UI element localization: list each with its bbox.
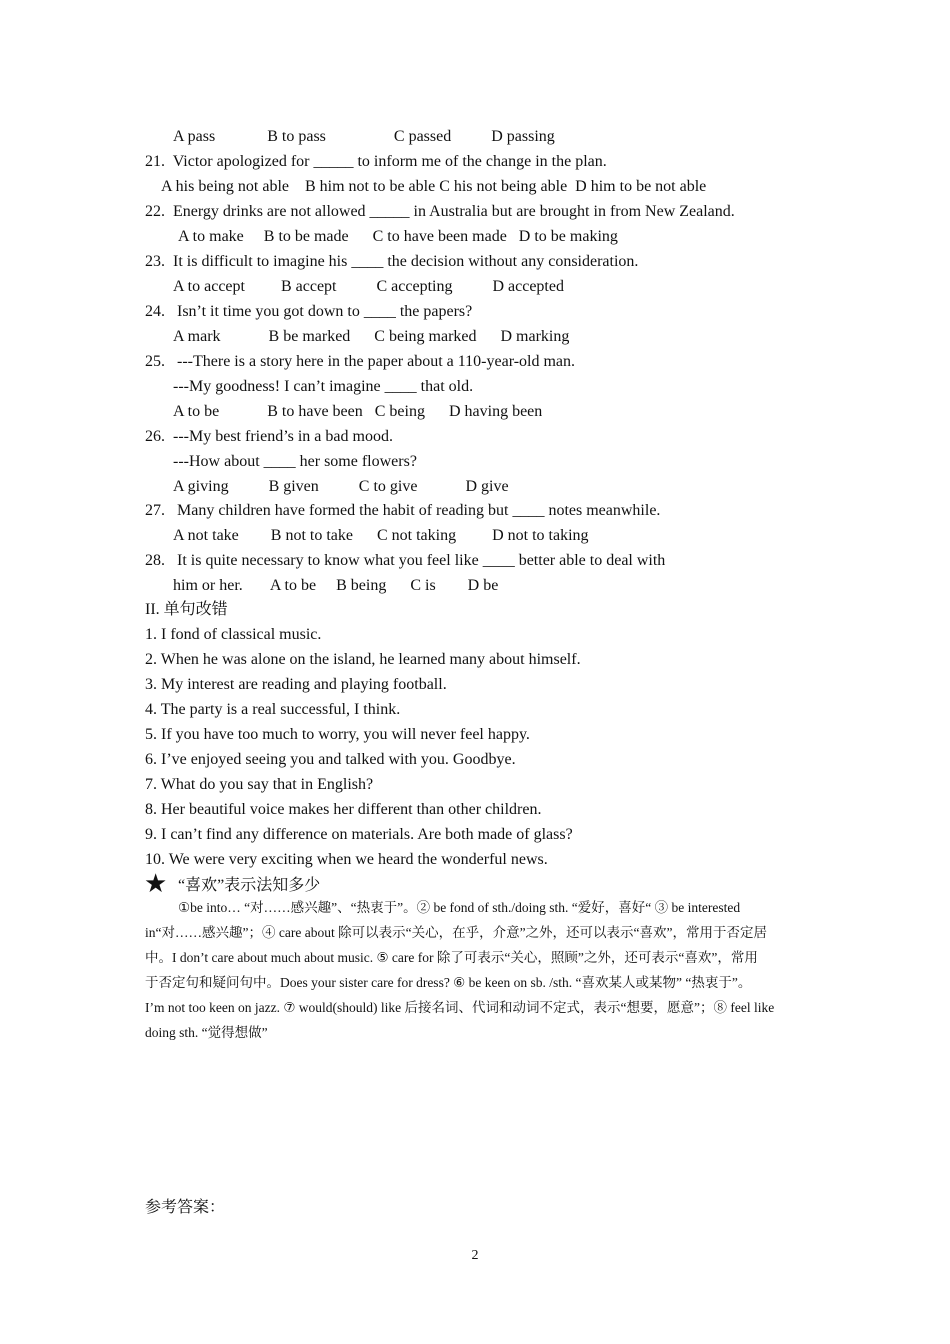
paragraph-line: ①be into… “对……感兴趣”、“热衷于”。② be fond of sth./doing sth. “爱好，喜好“ ③ be interested: [178, 900, 741, 915]
q25-options: A to be B to have been C being D having been: [173, 403, 543, 420]
q26-dialog: ---How about ____ her some flowers?: [173, 453, 417, 470]
q23-options: A to accept B accept C accepting D accepted: [173, 278, 564, 295]
correction-item: 6. I’ve enjoyed seeing you and talked with you. Goodbye.: [145, 751, 516, 768]
section-heading: II. 单句改错: [145, 601, 228, 618]
section-title: “喜欢”表示法知多少: [178, 877, 321, 894]
paragraph-line: 中。I don’t care about much about music. ⑤ care for 除了可表示“关心，照顾”之外，还可表示“喜欢”，常用: [145, 950, 758, 965]
correction-item: 4. The party is a real successful, I think.: [145, 701, 401, 718]
question-28: 28. It is quite necessary to know what you feel like ____ better able to deal with: [145, 552, 666, 569]
question-21: 21. Victor apologized for _____ to inform me of the change in the plan.: [145, 153, 607, 170]
correction-item: 9. I can’t find any difference on materials. Are both made of glass?: [145, 826, 573, 843]
question-23: 23. It is difficult to imagine his ____ the decision without any consideration.: [145, 253, 639, 270]
correction-item: 5. If you have too much to worry, you will never feel happy.: [145, 726, 530, 743]
correction-item: 3. My interest are reading and playing football.: [145, 676, 447, 693]
answers-label: 参考答案：: [145, 1199, 226, 1216]
q26-options: A giving B given C to give D give: [173, 478, 509, 495]
q24-options: A mark B be marked C being marked D marking: [173, 328, 570, 345]
paragraph-line: in“对……感兴趣”；④ care about 除可以表示“关心，在乎，介意”之外，还可以表示“喜欢”，常用于否定居: [145, 925, 768, 940]
question-27: 27. Many children have formed the habit of reading but ____ notes meanwhile.: [145, 502, 661, 519]
question-22: 22. Energy drinks are not allowed _____ in Australia but are brought in from New Zealand.: [145, 203, 735, 220]
correction-item: 7. What do you say that in English?: [145, 776, 374, 793]
correction-item: 2. When he was alone on the island, he learned many about himself.: [145, 651, 581, 668]
question-25: 25. ---There is a story here in the paper about a 110-year-old man.: [145, 353, 576, 370]
correction-item: 8. Her beautiful voice makes her different than other children.: [145, 801, 542, 818]
paragraph-line: I’m not too keen on jazz. ⑦ would(should) like 后接名词、代词和动词不定式，表示“想要，愿意”；⑧ feel like: [145, 1000, 775, 1015]
correction-item: 10. We were very exciting when we heard the wonderful news.: [145, 851, 548, 868]
paragraph-line: doing sth. “觉得想做”: [145, 1025, 268, 1040]
q25-dialog: ---My goodness! I can’t imagine ____ that old.: [173, 378, 474, 395]
star-icon: ★: [144, 869, 168, 898]
correction-item: 1. I fond of classical music.: [145, 626, 322, 643]
page-number: 2: [471, 1248, 479, 1263]
q27-options: A not take B not to take C not taking D not to taking: [173, 527, 589, 544]
paragraph-line: 于否定句和疑问句中。Does your sister care for dress? ⑥ be keen on sb. /sth. “喜欢某人或某物” “热衷于”。: [145, 975, 752, 990]
q20-options: A pass B to pass C passed D passing: [173, 128, 555, 145]
q21-options: A his being not able B him not to be able C his not being able D him to be not able: [161, 178, 707, 195]
q22-options: A to make B to be made C to have been made D to be making: [178, 228, 618, 245]
q28-options: him or her. A to be B being C is D be: [173, 577, 499, 594]
question-24: 24. Isn’t it time you got down to ____ the papers?: [145, 303, 473, 320]
question-26: 26. ---My best friend’s in a bad mood.: [145, 428, 393, 445]
